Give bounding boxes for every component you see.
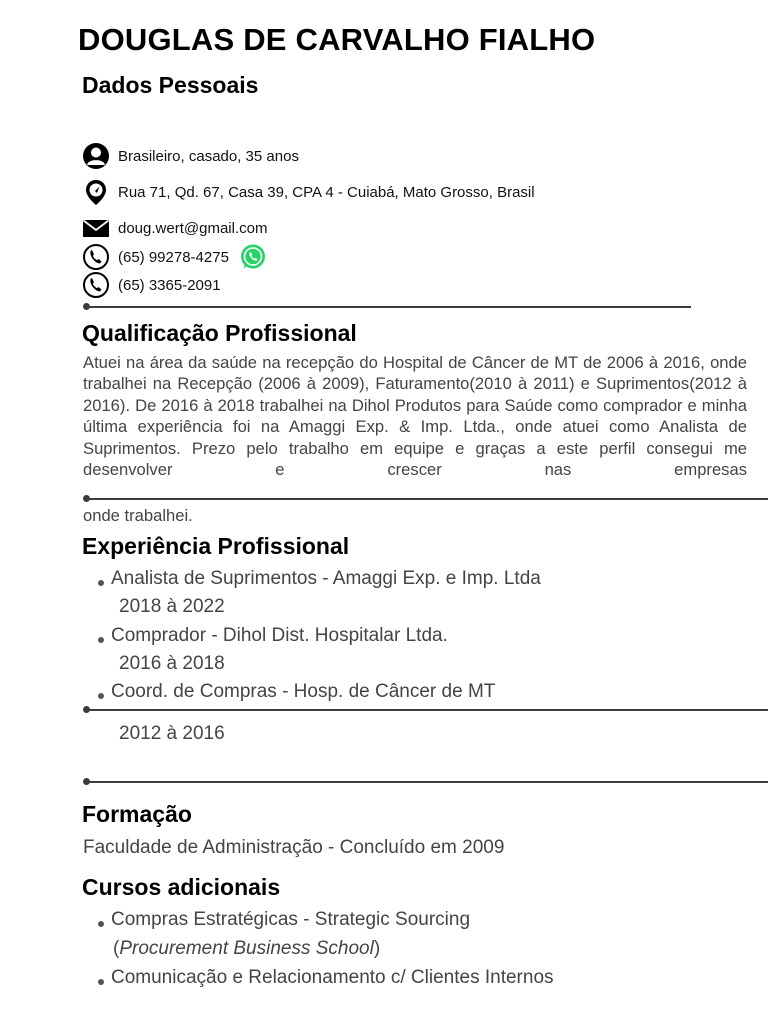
section-title-education: Formação [82,801,192,827]
contact-phone-mobile [82,243,267,271]
person-icon [82,142,110,170]
paren-close: ) [373,938,381,959]
experience-item [98,681,495,703]
experience-period: 2016 à 2018 [119,653,225,674]
divider [86,709,768,711]
contact-email [82,214,267,242]
envelope-icon [82,214,110,242]
education-text: Faculdade de Administração - Concluído em 2009 [83,837,505,858]
course-institution: Procurement Business School [119,938,374,959]
contact-phone-landline [82,271,221,299]
section-title-personal: Dados Pessoais [82,72,259,98]
personal-info-text: Brasileiro, casado, 35 anos [118,147,299,165]
contact-address [82,178,535,206]
divider [86,498,768,500]
contact-info [82,142,299,170]
bullet-icon [98,580,104,586]
qualification-summary-continuation: onde trabalhei. [83,506,193,525]
email-text[interactable]: doug.wert@gmail.com [118,219,268,237]
divider [86,781,768,783]
experience-period: 2012 à 2016 [119,723,225,744]
qualification-summary: Atuei na área da saúde na recepção do Hospital de Câncer de MT de 2006 à 2016, onde trabalhei na Recepção (2006 à 2009), Faturamento(2010 à 2011) e Suprimentos(2012 à 2016). De 2016 à 2018 trabalhei na Dihol Produtos para Saúde como comprador e minha última experiência foi na Amaggi Exp. & Imp. Ltda., onde atuei como Analista de Suprimentos. Prezo pelo trabalho em equipe e graças a este perfil consegui me desenvolver e crescer nas empresas [83,353,747,480]
experience-period: 2018 à 2022 [119,596,225,617]
section-title-qualification: Qualificação Profissional [82,320,357,346]
bullet-icon [98,921,104,927]
section-title-experience: Experiência Profissional [82,533,350,559]
course-item [98,967,554,989]
course-item [98,909,470,931]
bullet-icon [98,637,104,643]
experience-item [98,625,448,647]
address-text: Rua 71, Qd. 67, Casa 39, CPA 4 - Cuiabá, Mato Grosso, Brasil [118,183,535,201]
experience-role: Comprador - Dihol Dist. Hospitalar Ltda. [111,625,448,646]
phone-mobile-text[interactable]: (65) 99278-4275 [118,248,229,266]
phone-landline-text[interactable]: (65) 3365-2091 [118,276,221,294]
paren-open: ( [113,938,120,959]
location-pin-icon [82,178,110,206]
course-name: Comunicação e Relacionamento c/ Clientes Internos [111,967,554,988]
experience-role: Coord. de Compras - Hosp. de Câncer de MT [111,681,496,702]
experience-role: Analista de Suprimentos - Amaggi Exp. e Imp. Ltda [111,568,541,589]
course-institution-line [113,938,380,960]
candidate-name: DOUGLAS DE CARVALHO FIALHO [78,22,596,57]
course-name: Compras Estratégicas - Strategic Sourcing [111,909,471,930]
phone-icon [82,271,110,299]
phone-icon [82,243,110,271]
bullet-icon [98,979,104,985]
whatsapp-icon [239,243,267,271]
divider [86,306,691,308]
experience-item [98,568,541,590]
section-title-courses: Cursos adicionais [82,874,281,900]
bullet-icon [98,693,104,699]
